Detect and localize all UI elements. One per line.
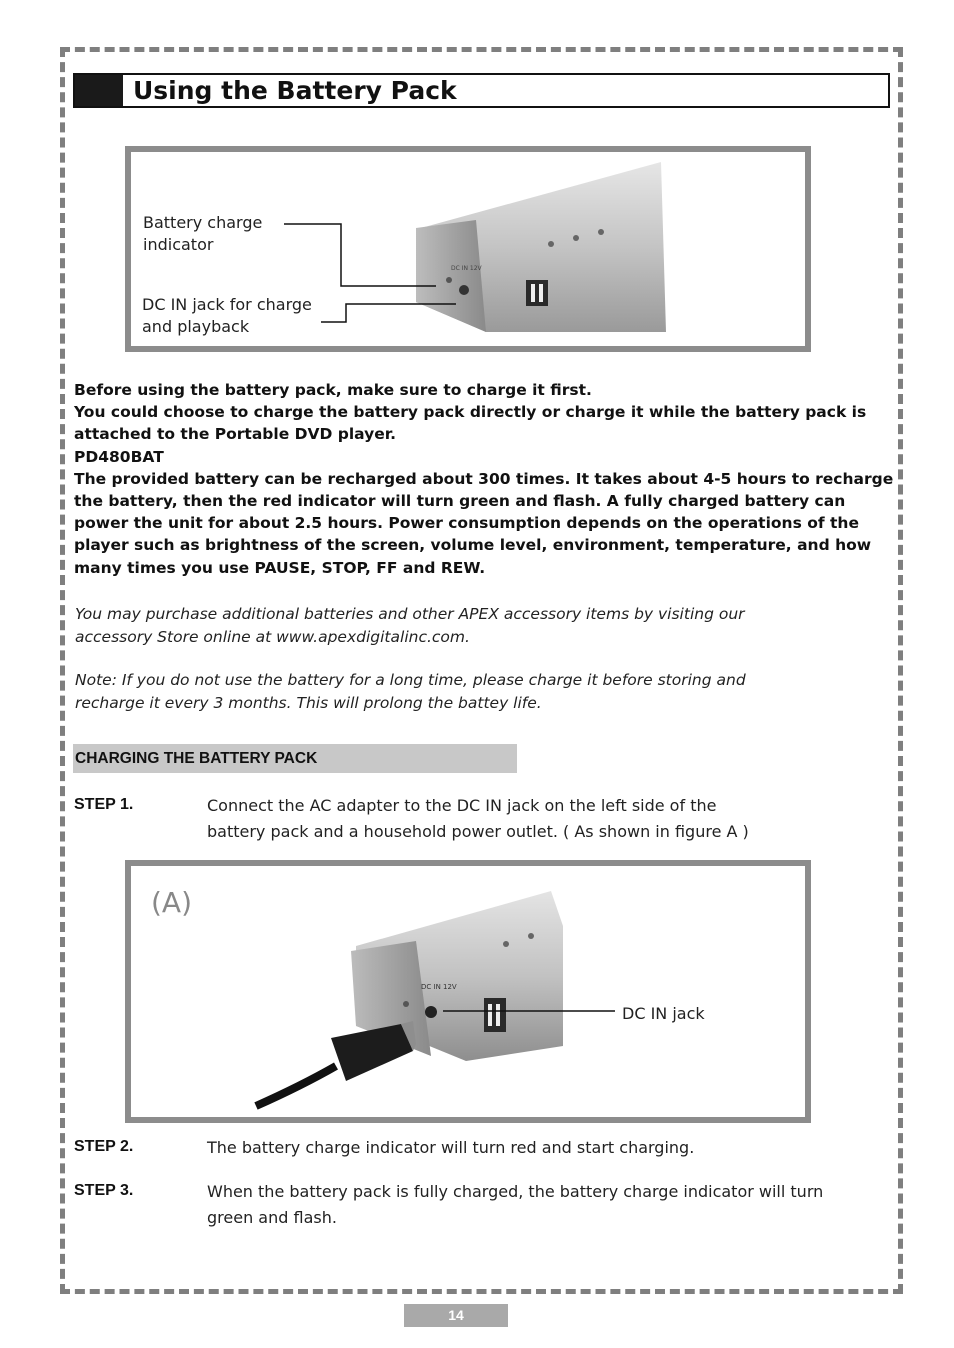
device-label-dc-in: DC IN 12V	[421, 983, 457, 991]
step-line: The battery charge indicator will turn red and start charging.	[207, 1138, 695, 1157]
note-line: Note: If you do not use the battery for a long time, please charge it before storing and	[75, 671, 746, 689]
intro-line: attached to the Portable DVD player.	[74, 425, 397, 444]
page-number-box	[404, 1304, 508, 1327]
title-marker	[75, 75, 123, 106]
step-2-text	[207, 1135, 877, 1161]
section-title: CHARGING THE BATTERY PACK	[75, 750, 318, 767]
callout-dc-in-jack: DC IN jack	[622, 1004, 705, 1023]
note-line: You may purchase additional batteries and other APEX accessory items by visiting our	[75, 605, 745, 623]
step-line: When the battery pack is fully charged, the battery charge indicator will turn	[207, 1182, 824, 1201]
purchase-note	[75, 603, 875, 648]
step-1-text	[207, 793, 877, 845]
intro-line: many times you use PAUSE, STOP, FF and REW.	[74, 558, 486, 577]
step-line: green and flash.	[207, 1208, 337, 1227]
step-line: battery pack and a household power outlet. ( As shown in figure A )	[207, 822, 749, 841]
step-line: Connect the AC adapter to the DC IN jack on the left side of the	[207, 796, 717, 815]
step-2-label: STEP 2.	[74, 1138, 134, 1155]
model-number: PD480BAT	[74, 447, 164, 466]
section-header	[73, 744, 517, 773]
device-label-dc-in: DC IN 12V	[451, 265, 482, 272]
page-title: Using the Battery Pack	[133, 76, 457, 105]
callout-dc-in-charge: DC IN jack for charge and playback	[142, 295, 312, 336]
intro-line: the battery, then the red indicator will turn green and flash. A fully charged battery can	[74, 492, 846, 511]
figure-label: (A)	[151, 886, 193, 919]
figure-a	[125, 860, 811, 1123]
title-bar	[73, 73, 890, 108]
callout-charge-indicator: Battery charge indicator	[143, 213, 263, 254]
battery-with-adapter-image	[131, 866, 805, 1117]
step-1-label: STEP 1.	[74, 796, 134, 813]
note-line: accessory Store online at www.apexdigitalinc.com.	[75, 627, 470, 646]
step-3-label: STEP 3.	[74, 1182, 134, 1199]
page-number: 14	[448, 1307, 464, 1323]
intro-line: You could choose to charge the battery pack directly or charge it while the battery pack is	[74, 403, 867, 422]
intro-line: The provided battery can be recharged about 300 times. It takes about 4-5 hours to recharge	[74, 469, 894, 488]
intro-line: Before using the battery pack, make sure to charge it first.	[74, 381, 592, 399]
intro-text	[74, 379, 894, 579]
intro-line: power the unit for about 2.5 hours. Power consumption depends on the operations of the	[74, 514, 859, 533]
intro-line: player such as brightness of the screen, volume level, environment, temperature, and how	[74, 536, 872, 555]
battery-figure	[125, 146, 811, 352]
step-3-text	[207, 1179, 877, 1231]
note-line: recharge it every 3 months. This will prolong the battey life.	[75, 693, 542, 712]
storage-note	[75, 669, 875, 714]
